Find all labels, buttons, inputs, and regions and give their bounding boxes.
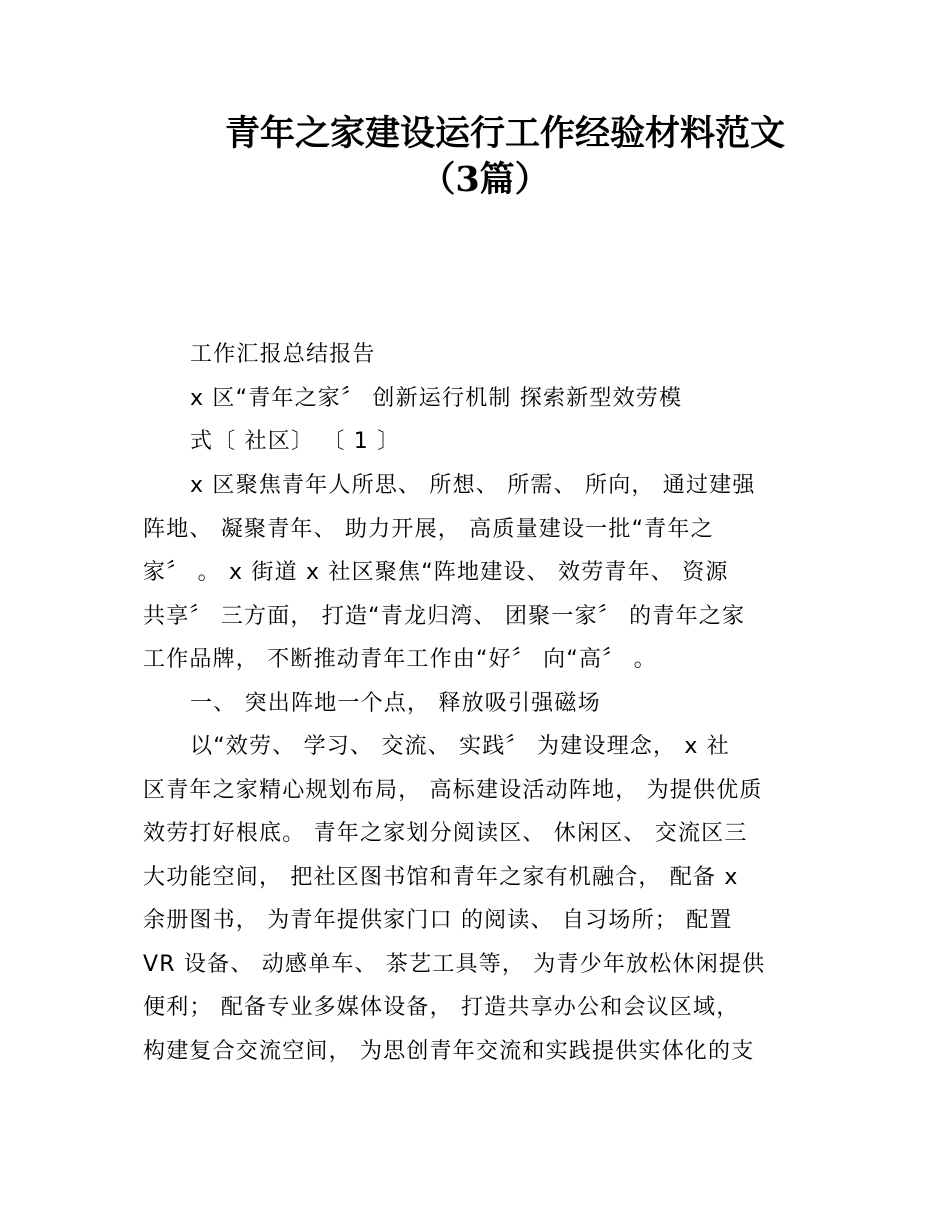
paragraph-line: VR 设备、 动感单车、 茶艺工具等， 为青少年放松休闲提供 (143, 952, 766, 977)
paragraph-line: x 区“青年之家〞 创新运行机制 探索新型效劳模 (190, 386, 683, 411)
paragraph-line: x 区聚焦青年人所思、 所想、 所需、 所向， 通过建强 (190, 473, 756, 498)
paragraph-line: 以“效劳、 学习、 交流、 实践〞 为建设理念， x 社 (190, 734, 730, 759)
paragraph-line: 便利； 配备专业多媒体设备， 打造共享办公和会议区域， (143, 995, 740, 1020)
paragraph-line: 阵地、 凝聚青年、 助力开展， 高质量建设一批“青年之 (143, 517, 714, 542)
paragraph-line: 构建复合交流空间， 为思创青年交流和实践提供实体化的支 (143, 1039, 755, 1064)
paragraph-line: 工作汇报总结报告 (190, 342, 376, 367)
paragraph-line: 效劳打好根底。 青年之家划分阅读区、 休闲区、 交流区三 (143, 821, 748, 846)
paragraph-line: 共享〞 三方面， 打造“青龙归湾、 团聚一家〞 的青年之家 (143, 604, 746, 629)
paragraph-line: 大功能空间， 把社区图书馆和青年之家有机融合， 配备 x (143, 865, 739, 890)
document-title-subtitle: （3篇） (420, 159, 550, 200)
section-heading: 一、 突出阵地一个点， 释放吸引强磁场 (190, 691, 601, 716)
paragraph-line: 区青年之家精心规划布局， 高标建设活动阵地， 为提供优质 (143, 778, 763, 803)
document-title: 青年之家建设运行工作经验材料范文 (224, 113, 785, 154)
paragraph-line: 工作品牌， 不断推动青年工作由“好〞 向“高〞 。 (143, 647, 657, 672)
paragraph-line: 家〞 。 x 街道 x 社区聚焦“阵地建设、 效劳青年、 资源 (143, 560, 729, 585)
paragraph-line: 式〔 社区〕 〔 1 〕 (190, 429, 401, 454)
paragraph-line: 余册图书， 为青年提供家门口 的阅读、 自习场所； 配置 (143, 908, 733, 933)
